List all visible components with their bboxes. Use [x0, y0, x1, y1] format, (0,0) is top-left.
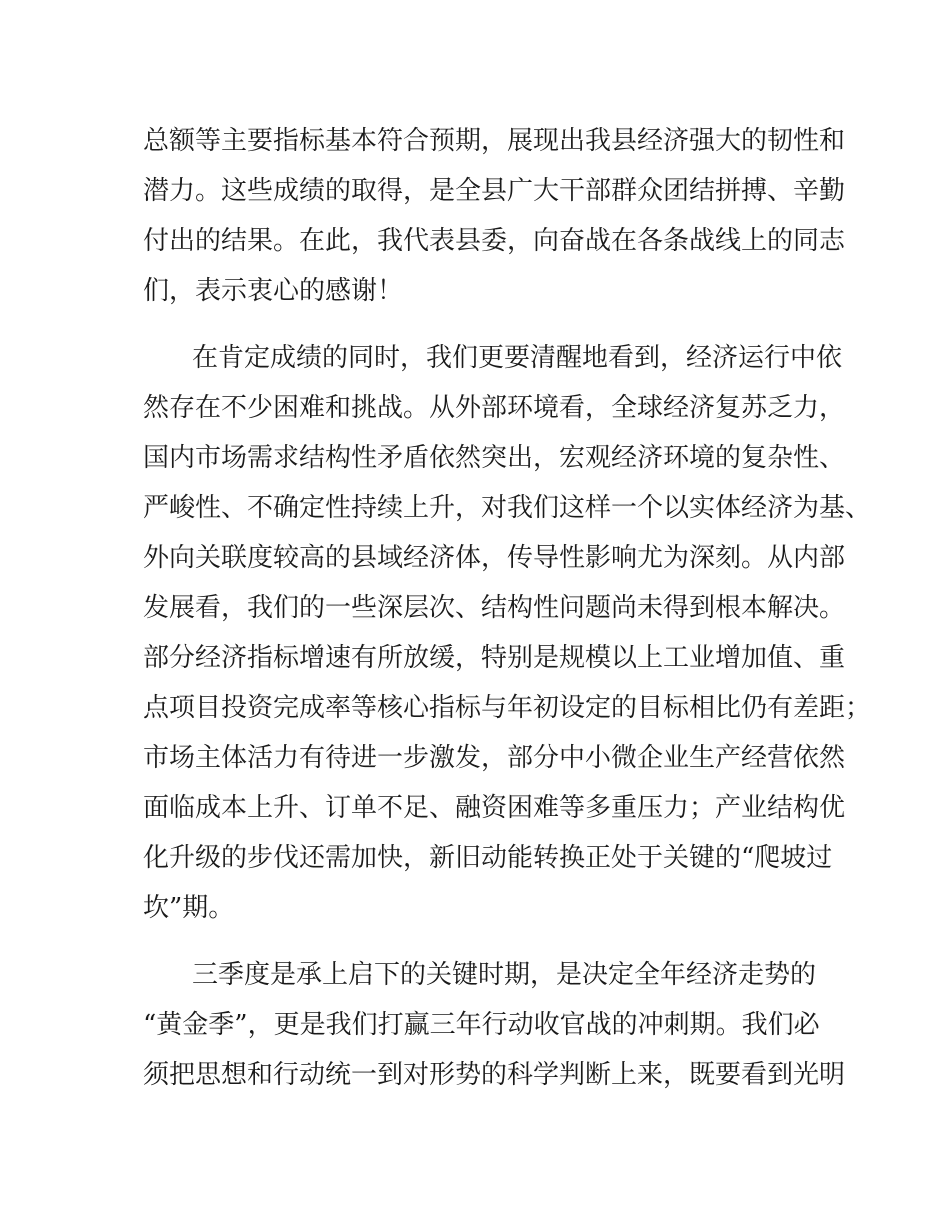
paragraph-2-line-9: 市场主体活力有待进一步激发，部分中小微企业生产经营依然: [143, 743, 846, 773]
paragraph-2-line-6: 发展看，我们的一些深层次、结构性问题尚未得到根本解决。: [143, 593, 846, 623]
paragraph-2-line-3: 国内市场需求结构性矛盾依然突出，宏观经济环境的复杂性、: [143, 443, 846, 473]
paragraph-1-line-3: 付出的结果。在此，我代表县委，向奋战在各条战线上的同志: [143, 226, 846, 256]
paragraph-2-line-4: 严峻性、不确定性持续上升，对我们这样一个以实体经济为基、: [143, 493, 872, 523]
paragraph-2-line-5: 外向关联度较高的县域经济体，传导性影响尤为深刻。从内部: [143, 543, 846, 573]
paragraph-3-line-1: 三季度是承上启下的关键时期，是决定全年经济走势的: [192, 960, 817, 990]
paragraph-3-line-3: 须把思想和行动统一到对形势的科学判断上来，既要看到光明: [143, 1060, 846, 1090]
paragraph-2-line-2: 然存在不少困难和挑战。从外部环境看，全球经济复苏乏力，: [143, 393, 846, 423]
paragraph-2-line-12: 坎”期。: [143, 893, 235, 923]
paragraph-2-line-11: 化升级的步伐还需加快，新旧动能转换正处于关键的“爬坡过: [143, 843, 833, 873]
paragraph-1-line-4: 们，表示衷心的感谢！: [143, 276, 404, 306]
paragraph-2-line-7: 部分经济指标增速有所放缓，特别是规模以上工业增加值、重: [143, 643, 846, 673]
paragraph-2-line-8: 点项目投资完成率等核心指标与年初设定的目标相比仍有差距；: [143, 693, 872, 723]
paragraph-1-line-2: 潜力。这些成绩的取得，是全县广大干部群众团结拼搏、辛勤: [143, 176, 846, 206]
paragraph-1-line-1: 总额等主要指标基本符合预期，展现出我县经济强大的韧性和: [143, 126, 846, 156]
paragraph-2-line-1: 在肯定成绩的同时，我们更要清醒地看到，经济运行中依: [192, 343, 843, 373]
paragraph-3-line-2: “黄金季”，更是我们打赢三年行动收官战的冲刺期。我们必: [143, 1010, 820, 1040]
paragraph-2-line-10: 面临成本上升、订单不足、融资困难等多重压力；产业结构优: [143, 793, 846, 823]
